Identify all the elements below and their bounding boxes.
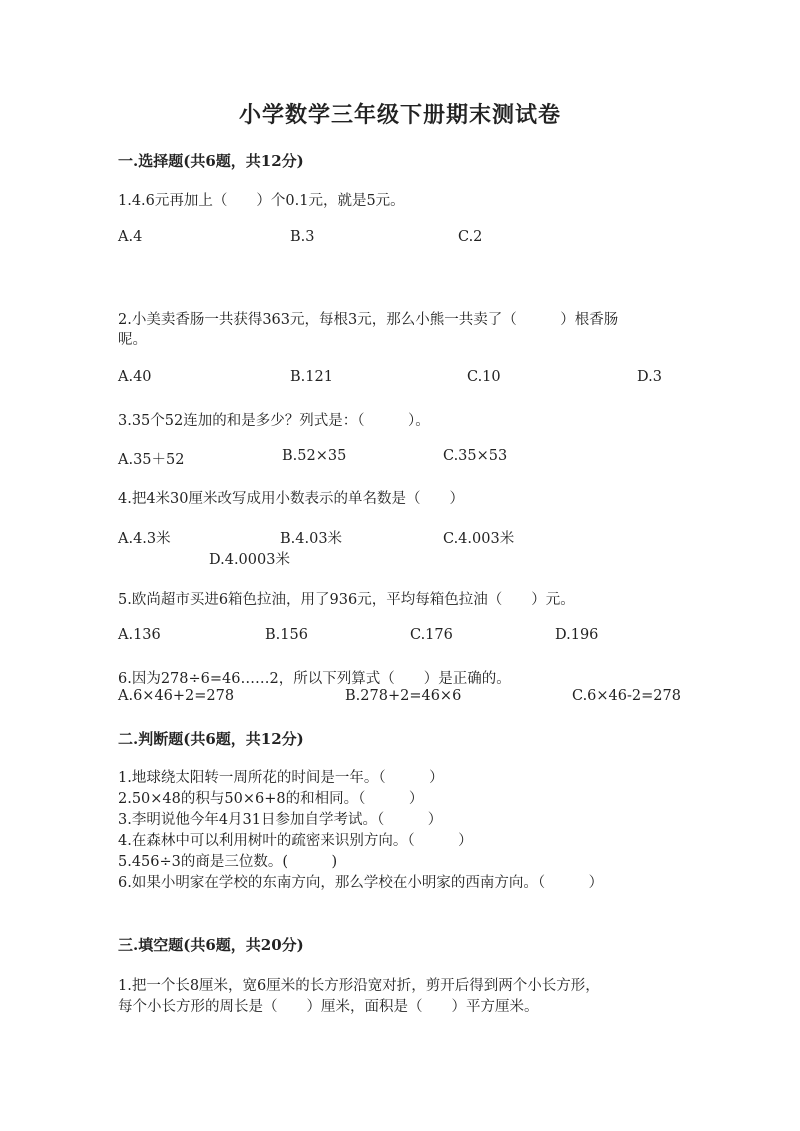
judgement-item-1: 1.地球绕太阳转一周所花的时间是一年。（ ） [118,770,444,786]
section-heading-fill-blank: 三.填空题(共6题，共20分) [118,936,304,954]
question-1-6: 6.因为278÷6=46……2，所以下列算式（ ）是正确的。 [118,671,511,687]
option-1-4-a: A.4.3米 [118,531,171,547]
option-1-5-b: B.156 [265,627,308,643]
option-1-1-a: A.4 [118,229,143,245]
option-1-1-c: C.2 [458,229,483,245]
option-1-2-a: A.40 [118,369,152,385]
judgement-item-6: 6.如果小明家在学校的东南方向，那么学校在小明家的西南方向。（ ） [118,875,604,891]
judgement-item-3: 3.李明说他今年4月31日参加自学考试。（ ） [118,812,443,828]
option-1-6-b: B.278+2=46×6 [345,688,462,704]
option-1-5-c: C.176 [410,627,453,643]
section-heading-choice: 一.选择题(共6题，共12分) [118,152,304,170]
option-1-4-b: B.4.03米 [280,531,343,547]
question-1-3: 3.35个52连加的和是多少？列式是：（ ）。 [118,413,430,429]
judgement-item-5: 5.456÷3的商是三位数。( ) [118,854,338,870]
question-1-1: 1.4.6元再加上（ ）个0.1元，就是5元。 [118,193,405,209]
option-1-5-d: D.196 [555,627,599,643]
option-1-3-a: A.35＋52 [118,452,185,468]
option-1-2-d: D.3 [637,369,662,385]
page-title: 小学数学三年级下册期末测试卷 [238,102,561,128]
question-1-2-line2: 呢。 [118,332,147,348]
fill-question-1-line2: 每个小长方形的周长是（ ）厘米，面积是（ ）平方厘米。 [118,999,539,1015]
option-1-3-b: B.52×35 [282,448,347,464]
option-1-3-c: C.35×53 [443,448,508,464]
option-1-4-c: C.4.003米 [443,531,515,547]
judgement-item-4: 4.在森林中可以利用树叶的疏密来识别方向。（ ） [118,833,473,849]
option-1-4-d: D.4.0003米 [209,552,290,568]
section-heading-judgement: 二.判断题(共6题，共12分) [118,730,304,748]
option-1-2-c: C.10 [467,369,501,385]
fill-question-1-line1: 1.把一个长8厘米，宽6厘米的长方形沿宽对折，剪开后得到两个小长方形， [118,978,600,994]
option-1-1-b: B.3 [290,229,315,245]
option-1-6-c: C.6×46-2=278 [572,688,681,704]
option-1-2-b: B.121 [290,369,333,385]
question-1-4: 4.把4米30厘米改写成用小数表示的单名数是（ ） [118,491,465,507]
question-1-5: 5.欧尚超市买进6箱色拉油，用了936元，平均每箱色拉油（ ）元。 [118,592,575,608]
judgement-item-2: 2.50×48的积与50×6+8的和相同。（ ） [118,791,424,807]
question-1-2-line1: 2.小美卖香肠一共获得363元，每根3元，那么小熊一共卖了（ ）根香肠 [118,312,619,328]
option-1-5-a: A.136 [118,627,161,643]
option-1-6-a: A.6×46+2=278 [118,688,235,704]
